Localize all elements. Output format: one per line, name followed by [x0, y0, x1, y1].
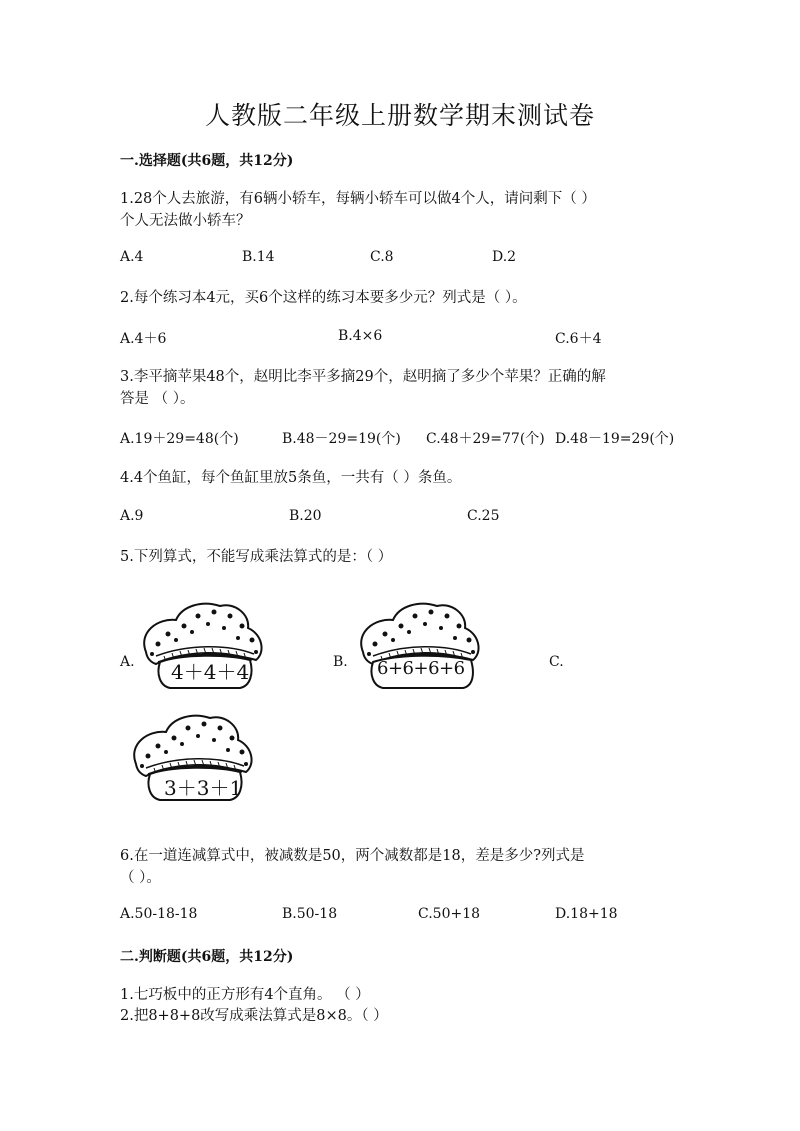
- q5-option-a: A.: [120, 654, 135, 670]
- section-heading-judgment: 二.判断题(共6题，共12分): [120, 949, 294, 965]
- question-4-line-1: 4.4个鱼缸，每个鱼缸里放5条鱼，一共有（ ）条鱼。: [120, 470, 462, 486]
- q3-option-b: B.48－29=19(个): [282, 431, 401, 447]
- q4-option-c: C.25: [467, 508, 500, 524]
- question-1-line-2: 个人无法做小轿车？: [120, 213, 251, 229]
- expression-b: 6+6+6+6: [377, 658, 465, 679]
- q3-option-a: A.19＋29=48(个): [120, 431, 239, 447]
- question-5-line-1: 5.下列算式，不能写成乘法算式的是：（ ）: [120, 549, 393, 565]
- mushroom-illustration-a: [138, 600, 268, 692]
- question-6-line-1: 6.在一道连减算式中，被减数是50，两个减数都是18，差是多少?列式是: [120, 848, 585, 864]
- expression-c: 3＋3＋1: [164, 776, 243, 800]
- q2-option-b: B.4×6: [338, 328, 383, 344]
- q6-option-a: A.50-18-18: [120, 906, 198, 922]
- q5-option-c: C.: [549, 654, 564, 670]
- question-3-line-1: 3.李平摘苹果48个，赵明比李平多摘29个，赵明摘了多少个苹果？正确的解: [120, 369, 606, 385]
- q4-option-a: A.9: [120, 508, 144, 524]
- q6-option-b: B.50-18: [282, 906, 338, 922]
- judgment-2: 2.把8+8+8改写成乘法算式是8×8。（ ）: [120, 1008, 388, 1024]
- question-1-line-1: 1.28个人去旅游，有6辆小轿车，每辆小轿车可以做4个人，请问剩下（ ）: [120, 191, 596, 207]
- q1-option-c: C.8: [370, 249, 394, 265]
- page-title: 人教版二年级上册数学期末测试卷: [204, 101, 595, 130]
- q3-option-d: D.48－19=29(个): [555, 431, 675, 447]
- question-6-line-2: （ ）。: [120, 870, 161, 886]
- question-2-line-1: 2.每个练习本4元，买6个这样的练习本要多少元？列式是（ ）。: [120, 290, 527, 306]
- q3-option-c: C.48＋29=77(个): [426, 431, 545, 447]
- q1-option-a: A.4: [120, 249, 144, 265]
- mushroom-illustration-b: [355, 600, 485, 692]
- q2-option-a: A.4＋6: [120, 331, 167, 347]
- question-3-line-2: 答是 （ ）。: [120, 391, 195, 407]
- q4-option-b: B.20: [289, 508, 322, 524]
- section-heading-choice: 一.选择题(共6题，共12分): [120, 153, 294, 169]
- q6-option-d: D.18+18: [555, 906, 618, 922]
- q5-option-b: B.: [333, 654, 348, 670]
- q1-option-b: B.14: [242, 249, 275, 265]
- q6-option-c: C.50+18: [418, 906, 481, 922]
- q1-option-d: D.2: [492, 249, 517, 265]
- q2-option-c: C.6＋4: [555, 331, 602, 347]
- mushroom-illustration-c: [128, 712, 258, 804]
- judgment-1: 1.七巧板中的正方形有4个直角。 （ ）: [120, 987, 370, 1003]
- expression-a: 4＋4＋4: [171, 660, 250, 684]
